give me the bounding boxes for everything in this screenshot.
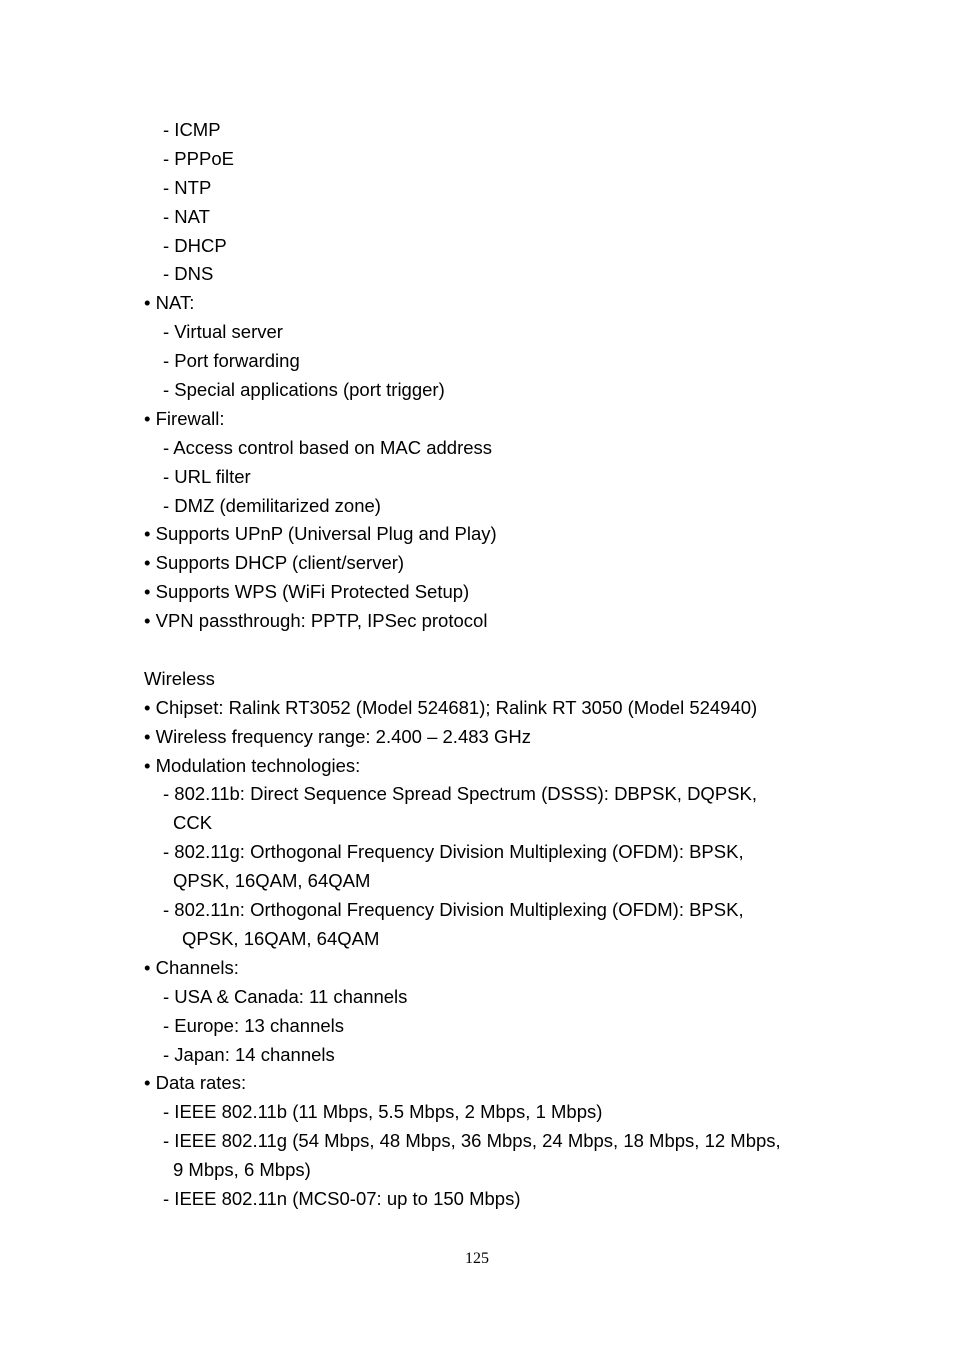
text-line: - Port forwarding <box>163 350 300 372</box>
text-line: - DHCP <box>163 234 227 256</box>
text-line: - Access control based on MAC address <box>163 436 493 458</box>
text-line: - Special applications (port trigger) <box>163 379 445 401</box>
text-line: • Supports UPnP (Universal Plug and Play) <box>144 523 497 545</box>
text-line: • Supports DHCP (client/server) <box>144 552 405 574</box>
text-line: - PPPoE <box>163 147 234 169</box>
text-line: - IEEE 802.11b (11 Mbps, 5.5 Mbps, 2 Mbps, 1 Mbps) <box>163 1101 603 1123</box>
text-line: - DNS <box>163 263 214 285</box>
text-line: • Modulation technologies: <box>144 754 361 776</box>
text-line: - Japan: 14 channels <box>163 1043 335 1065</box>
text-line: - ICMP <box>163 119 221 140</box>
text-line: - URL filter <box>163 465 251 487</box>
text-line: QPSK, 16QAM, 64QAM <box>182 927 380 949</box>
text-line: • Chipset: Ralink RT3052 (Model 524681); Ralink RT 3050 (Model 524940) <box>144 696 758 718</box>
text-line: - IEEE 802.11g (54 Mbps, 48 Mbps, 36 Mbps, 24 Mbps, 18 Mbps, 12 Mbps, <box>163 1130 781 1152</box>
text-line: • Firewall: <box>144 407 225 429</box>
text-line: QPSK, 16QAM, 64QAM <box>173 870 371 892</box>
text-line: Wireless <box>144 667 215 689</box>
blank-line <box>144 636 844 665</box>
text-line: • Wireless frequency range: 2.400 – 2.483 GHz <box>144 725 531 747</box>
text-line: - Europe: 13 channels <box>163 1014 345 1036</box>
page-number: 125 <box>465 1250 489 1267</box>
text-line: - IEEE 802.11n (MCS0-07: up to 150 Mbps) <box>163 1187 521 1209</box>
text-line: - USA & Canada: 11 channels <box>163 985 408 1007</box>
text-line: CCK <box>173 812 213 834</box>
text-line: • VPN passthrough: PPTP, IPSec protocol <box>144 610 488 632</box>
text-line: - NTP <box>163 176 212 198</box>
text-line: • Channels: <box>144 956 239 978</box>
text-line: • Data rates: <box>144 1072 247 1094</box>
text-line: - 802.11n: Orthogonal Frequency Division Multiplexing (OFDM): BPSK, <box>163 899 744 921</box>
text-line: - NAT <box>163 205 210 227</box>
text-line: - 802.11g: Orthogonal Frequency Division Multiplexing (OFDM): BPSK, <box>163 841 744 863</box>
text-line: - 802.11b: Direct Sequence Spread Spectrum (DSSS): DBPSK, DQPSK, <box>163 783 757 805</box>
document-body <box>144 116 844 1214</box>
text-line: • Supports WPS (WiFi Protected Setup) <box>144 581 470 603</box>
text-line: 9 Mbps, 6 Mbps) <box>173 1159 311 1181</box>
text-line: • NAT: <box>144 292 195 314</box>
text-line: - DMZ (demilitarized zone) <box>163 494 381 516</box>
text-line: - Virtual server <box>163 321 283 343</box>
